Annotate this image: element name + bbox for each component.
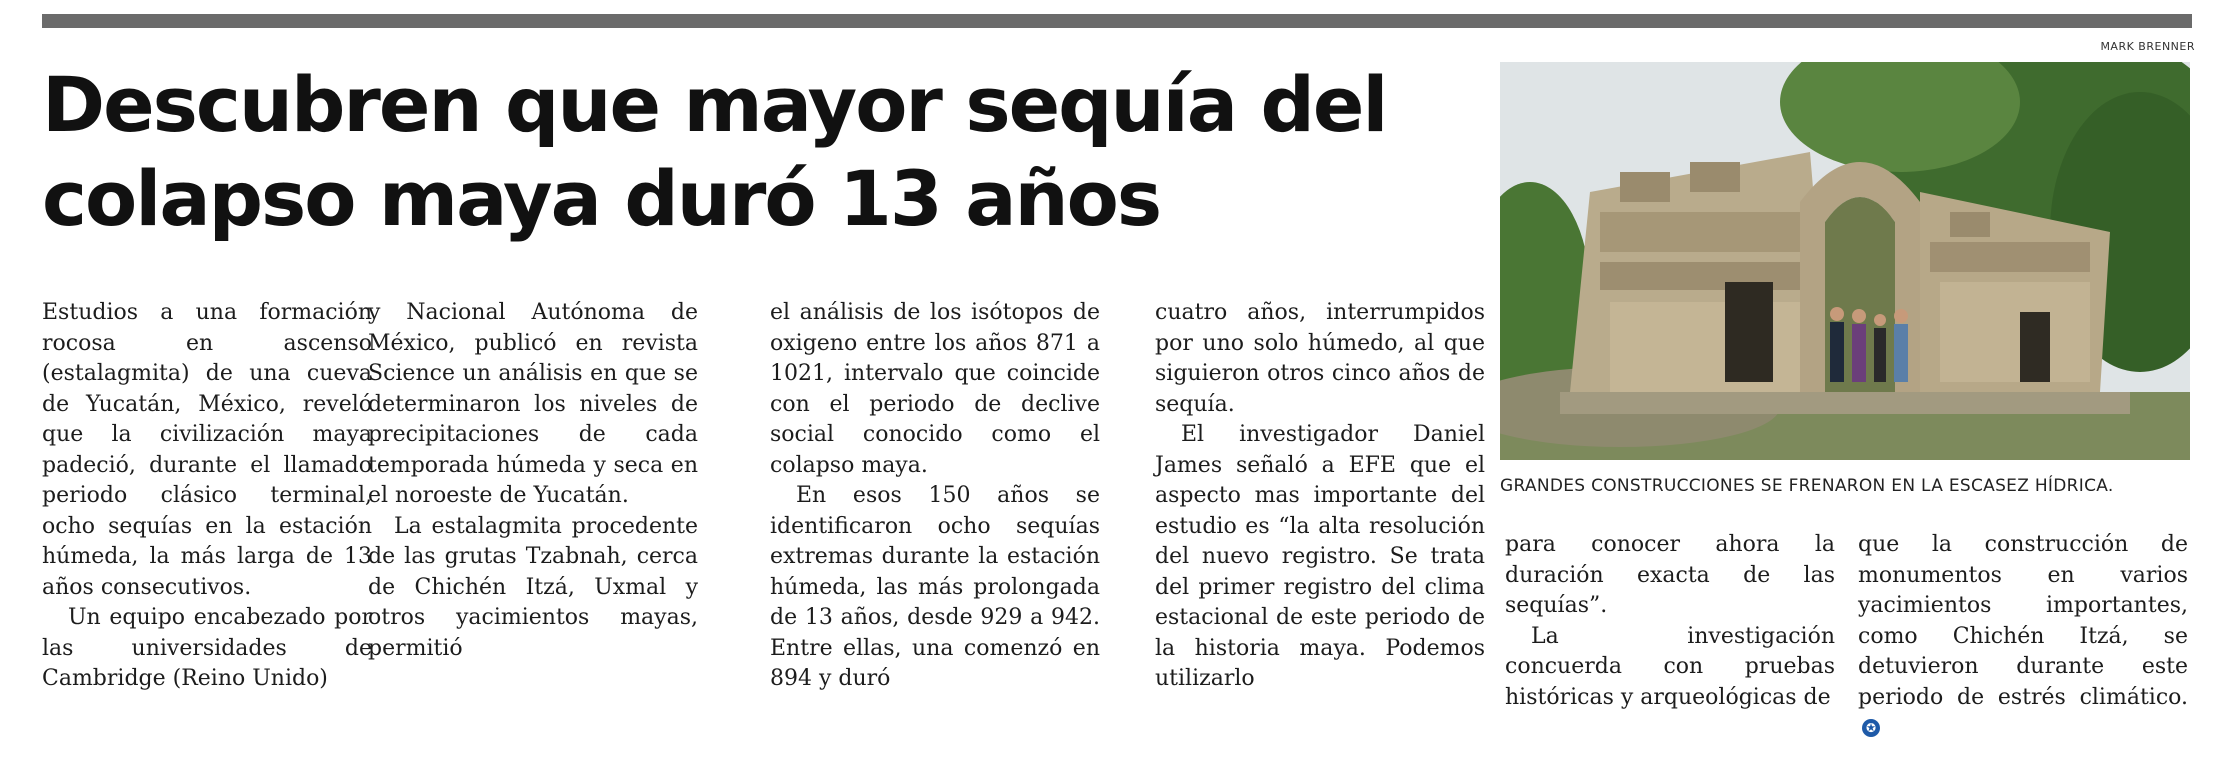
paragraph-text: que la construcción de monumentos en varios yacimientos importantes, como Chichén Itzá, se detuvieron durante este periodo de estrés climático. [1858,532,2188,710]
paragraph: Un equipo encabezado por las universidades de Cambridge (Reino Unido) [42,605,372,691]
paragraph: Estudios a una formación rocosa en ascenso (estalagmita) de una cueva de Yucatán, México, reveló que la civilización maya padeció, durante el llamado periodo clásico terminal, ocho sequías en la estación húmeda, la más larga de 13 años consecutivos. [42,300,372,600]
column-5 [1505,530,1835,713]
paragraph: el análisis de los isótopos de oxigeno entre los años 871 a 1021, intervalo que coincide con el periodo de declive social conocido como el colapso maya. [770,300,1100,478]
paragraph: La estalagmita procedente de las grutas Tzabnah, cerca de Chichén Itzá, Uxmal y otros yacimientos mayas, permitió [368,513,698,661]
top-rule [42,14,2192,28]
paragraph: y Nacional Autónoma de México, publicó en revista Science un análisis en que se determinaron los niveles de precipitaciones de cada temporada húmeda y seca en el noroeste de Yucatán. [368,300,698,508]
column-4 [1155,298,1485,695]
column-3 [770,298,1100,695]
end-mark-icon: ✪ [1862,719,1880,737]
column-2 [368,298,698,664]
paragraph: En esos 150 años se identificaron ocho sequías extremas durante la estación húmeda, las más prolongada de 13 años, desde 929 a 942. Entre ellas, una comenzó en 894 y duró [770,483,1100,691]
paragraph: para conocer ahora la duración exacta de las sequías”. [1505,532,1835,618]
column-6 [1858,530,2188,744]
article-photo [1500,62,2190,460]
headline: Descubren que mayor sequía del colapso maya duró 13 años [42,60,1387,243]
paragraph: El investigador Daniel James señaló a EFE que el aspecto mas importante del estudio es “la alta resolución del nuevo registro. Se trata del primer registro del clima estacional de este periodo de la historia maya. Podemos utilizarlo [1155,422,1485,691]
photo-credit: MARK BRENNER [2100,40,2195,53]
paragraph [1858,530,2188,744]
paragraph: cuatro años, interrumpidos por uno solo húmedo, al que siguieron otros cinco años de sequía. [1155,300,1485,417]
column-1 [42,298,372,695]
photo-caption: GRANDES CONSTRUCCIONES SE FRENARON EN LA ESCASEZ HÍDRICA. [1500,476,2114,496]
ruins-photo-illustration [1500,62,2190,460]
paragraph: La investigación concuerda con pruebas históricas y arqueológicas de [1505,623,1835,710]
